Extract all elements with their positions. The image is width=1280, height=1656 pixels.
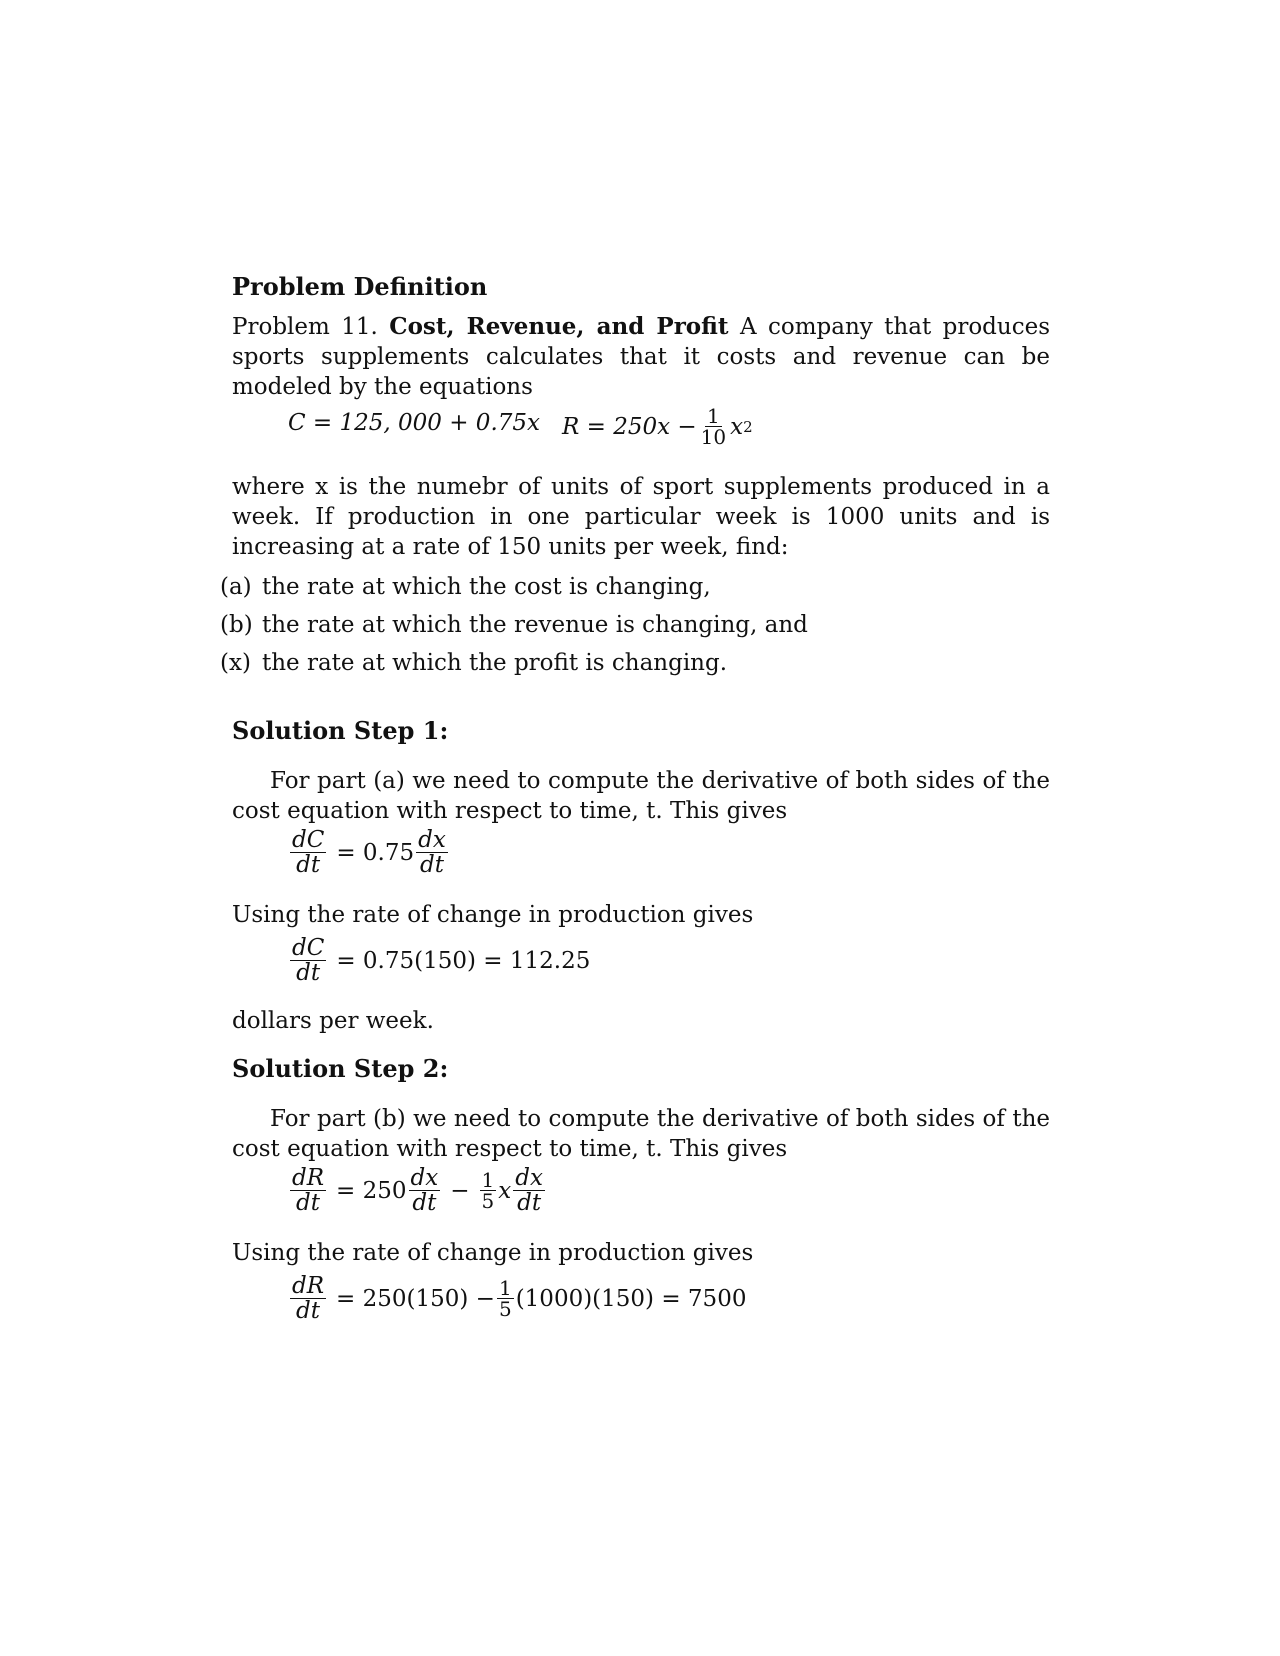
step1-derivative-equation: $\frac{dC}{dt}$ = 0.75 $\frac{dx}{dt}$ [292,827,446,878]
problem-statement [232,312,1050,402]
step2-derivative-equation: $\frac{dR}{dt}$ = 250 $\frac{dx}{dt}$ − $\frac{1}{5}$ x $\frac{dx}{dt}$ [292,1165,543,1216]
list-item: (a) the rate at which the cost is changing, [220,574,711,600]
revenue-equation: R = 250x − $\frac{1}{10}$ x 2 [562,404,753,449]
step2-result-equation: $\frac{dR}{dt}$ = 250(150) − $\frac{1}{5}$ (1000)(150) = 7500 [292,1273,747,1324]
cost-equation: C = 125, 000 + 0.75x [288,410,540,436]
step1-tail: dollars per week. [232,1008,434,1034]
step1-intro: For part (a) we need to compute the derivative of both sides of the cost equation with respect to time, t. This gives [232,768,1050,824]
problem-body: where x is the numebr of units of sport supplements produced in a week. If production in one particular week is 1000 units and is increasing at a rate of 150 units per week, find: [232,474,1050,560]
list-item: (x) the rate at which the profit is changing. [220,650,728,676]
problem-heading: Problem Definition [232,272,488,301]
step2-intro: For part (b) we need to compute the derivative of both sides of the cost equation with respect to time, t. This gives [232,1106,1050,1162]
step1-heading: Solution Step 1: [232,716,449,745]
list-item: (b) the rate at which the revenue is changing, and [220,612,808,638]
problem-number: Problem 11. [232,314,378,340]
step2-heading: Solution Step 2: [232,1054,449,1083]
problem-intro: A company that produces sports supplements calculates that it costs and revenue can be modeled by the equations [232,314,1051,400]
fraction: $\frac{1}{10}$ [700,404,727,449]
step2-using: Using the rate of change in production gives [232,1240,754,1266]
step1-result-equation: $\frac{dC}{dt}$ = 0.75(150) = 112.25 [292,935,591,986]
step1-using: Using the rate of change in production gives [232,902,754,928]
problem-title: Cost, Revenue, and Profit [389,313,729,340]
